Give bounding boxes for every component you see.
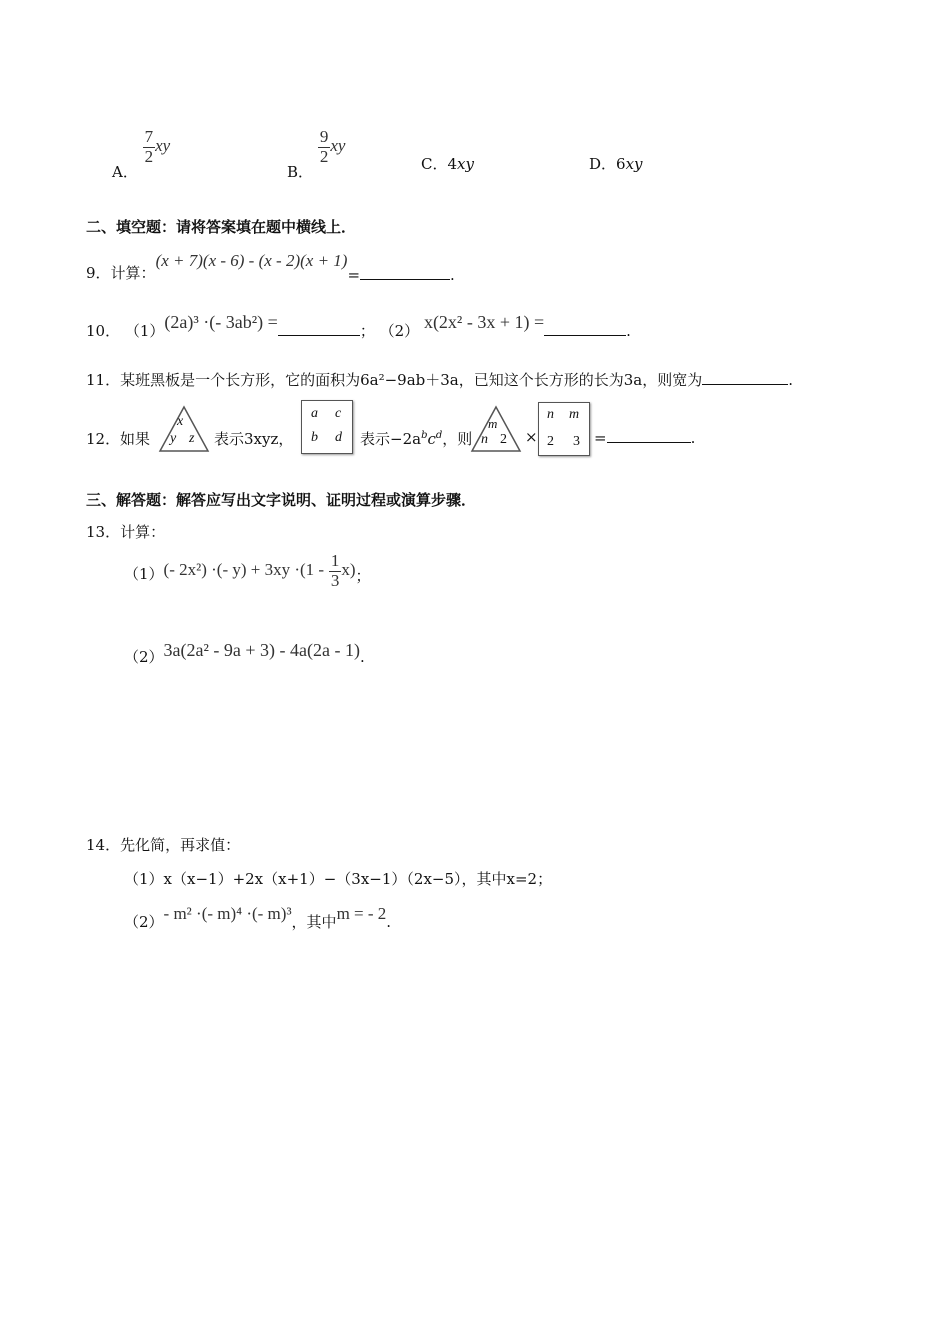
tri1-right: z bbox=[189, 431, 195, 446]
q13-part-1: （1）(- 2x²) ·(- y) + 3xy ·(1 - $\frac{1}{3}$ x)； bbox=[124, 551, 371, 590]
q12-answer-blank[interactable] bbox=[607, 428, 691, 443]
q14-part-2: （2）- m² ·(- m)⁴ ·(- m)³，其中m = - 2. bbox=[124, 904, 392, 931]
tri2-right: 2 bbox=[500, 432, 507, 447]
q10-expression-1: (2a)³ ·(- 3ab²) = bbox=[164, 312, 278, 332]
section-3-heading: 三、解答题：解答应写出文字说明、证明过程或演算步骤． bbox=[86, 491, 477, 509]
q10-answer-blank-1[interactable] bbox=[278, 321, 360, 336]
q11-answer-blank[interactable] bbox=[702, 370, 788, 385]
question-9: 9．计算：(x + 7)(x - 6) - (x - 2)(x + 1)= . bbox=[86, 251, 455, 284]
sq1-bl: b bbox=[311, 430, 318, 445]
tri1-left: y bbox=[170, 431, 177, 446]
question-10: 10． （1）(2a)³ ·(- 3ab²) = ； （2） x(2x² - 3x + 1) = . bbox=[86, 312, 631, 340]
question-11: 11．某班黑板是一个长方形，它的面积为6a²−9ab＋3a，已知这个长方形的长为3a，则宽为 . bbox=[86, 371, 794, 389]
sq2-tr: m bbox=[569, 407, 580, 422]
q12-means-2: 表示$-2a^bc^d$，则 bbox=[360, 430, 473, 448]
q9-expression: (x + 7)(x - 6) - (x - 2)(x + 1) bbox=[155, 251, 348, 270]
q12-times: × bbox=[525, 428, 538, 446]
section-2-heading: 二、填空题：请将答案填在题中横线上． bbox=[86, 218, 357, 236]
tri1-top: x bbox=[177, 414, 184, 429]
option-a-label: A． bbox=[112, 163, 138, 182]
sq1-tr: c bbox=[335, 406, 342, 421]
q14-part-1: （1）x（x−1）+2x（x+1）−（3x−1）（2x−5），其中x=2； bbox=[124, 870, 553, 888]
sq1-tl: a bbox=[311, 406, 318, 421]
square-figure-1 bbox=[301, 400, 353, 454]
tri2-left: n bbox=[481, 432, 488, 447]
triangle-figure-1 bbox=[157, 404, 211, 454]
q13-expression-1b: x) bbox=[341, 560, 356, 580]
sq2-tl: n bbox=[547, 407, 554, 422]
option-a: A． $\frac{7}{2}$ xy bbox=[112, 127, 171, 182]
q10-expression-2: x(2x² - 3x + 1) = bbox=[423, 312, 545, 332]
tri2-top: m bbox=[488, 416, 498, 431]
q14-title: 14．先化简，再求值： bbox=[86, 836, 241, 854]
q13-fraction: $\frac{1}{3}$ bbox=[330, 551, 340, 590]
square-figure-2 bbox=[538, 402, 590, 456]
sq2-bl: 2 bbox=[547, 434, 554, 449]
q13-title: 13．计算： bbox=[86, 523, 166, 541]
option-b-fraction: $\frac{9}{2}$ bbox=[319, 127, 329, 166]
q14-condition: m = - 2 bbox=[336, 904, 387, 923]
q10-answer-blank-2[interactable] bbox=[544, 321, 626, 336]
sq2-br: 3 bbox=[573, 434, 580, 449]
q12-if: 如果 bbox=[120, 430, 151, 448]
q13-expression-2: 3a(2a² - 9a + 3) - 4a(2a - 1) bbox=[163, 640, 360, 660]
option-a-fraction: $\frac{7}{2}$ bbox=[144, 127, 154, 166]
q12-answer: = . bbox=[594, 429, 696, 447]
option-c: C．4xy bbox=[421, 155, 474, 173]
option-b: B． $\frac{9}{2}$ xy bbox=[287, 127, 346, 182]
option-d: D．6xy bbox=[589, 155, 643, 173]
option-b-label: B． bbox=[287, 163, 314, 182]
q13-expression-1a: (- 2x²) ·(- y) + 3xy ·(1 - bbox=[163, 560, 325, 580]
sq1-br: d bbox=[335, 430, 342, 445]
q9-answer-blank[interactable] bbox=[360, 265, 450, 280]
q14-expression-2: - m² ·(- m)⁴ ·(- m)³ bbox=[163, 904, 292, 923]
q13-part-2: （2）3a(2a² - 9a + 3) - 4a(2a - 1). bbox=[124, 640, 365, 666]
q12-means-1: 表示3xyz， bbox=[214, 430, 294, 448]
q12-number: 12． bbox=[86, 430, 121, 448]
